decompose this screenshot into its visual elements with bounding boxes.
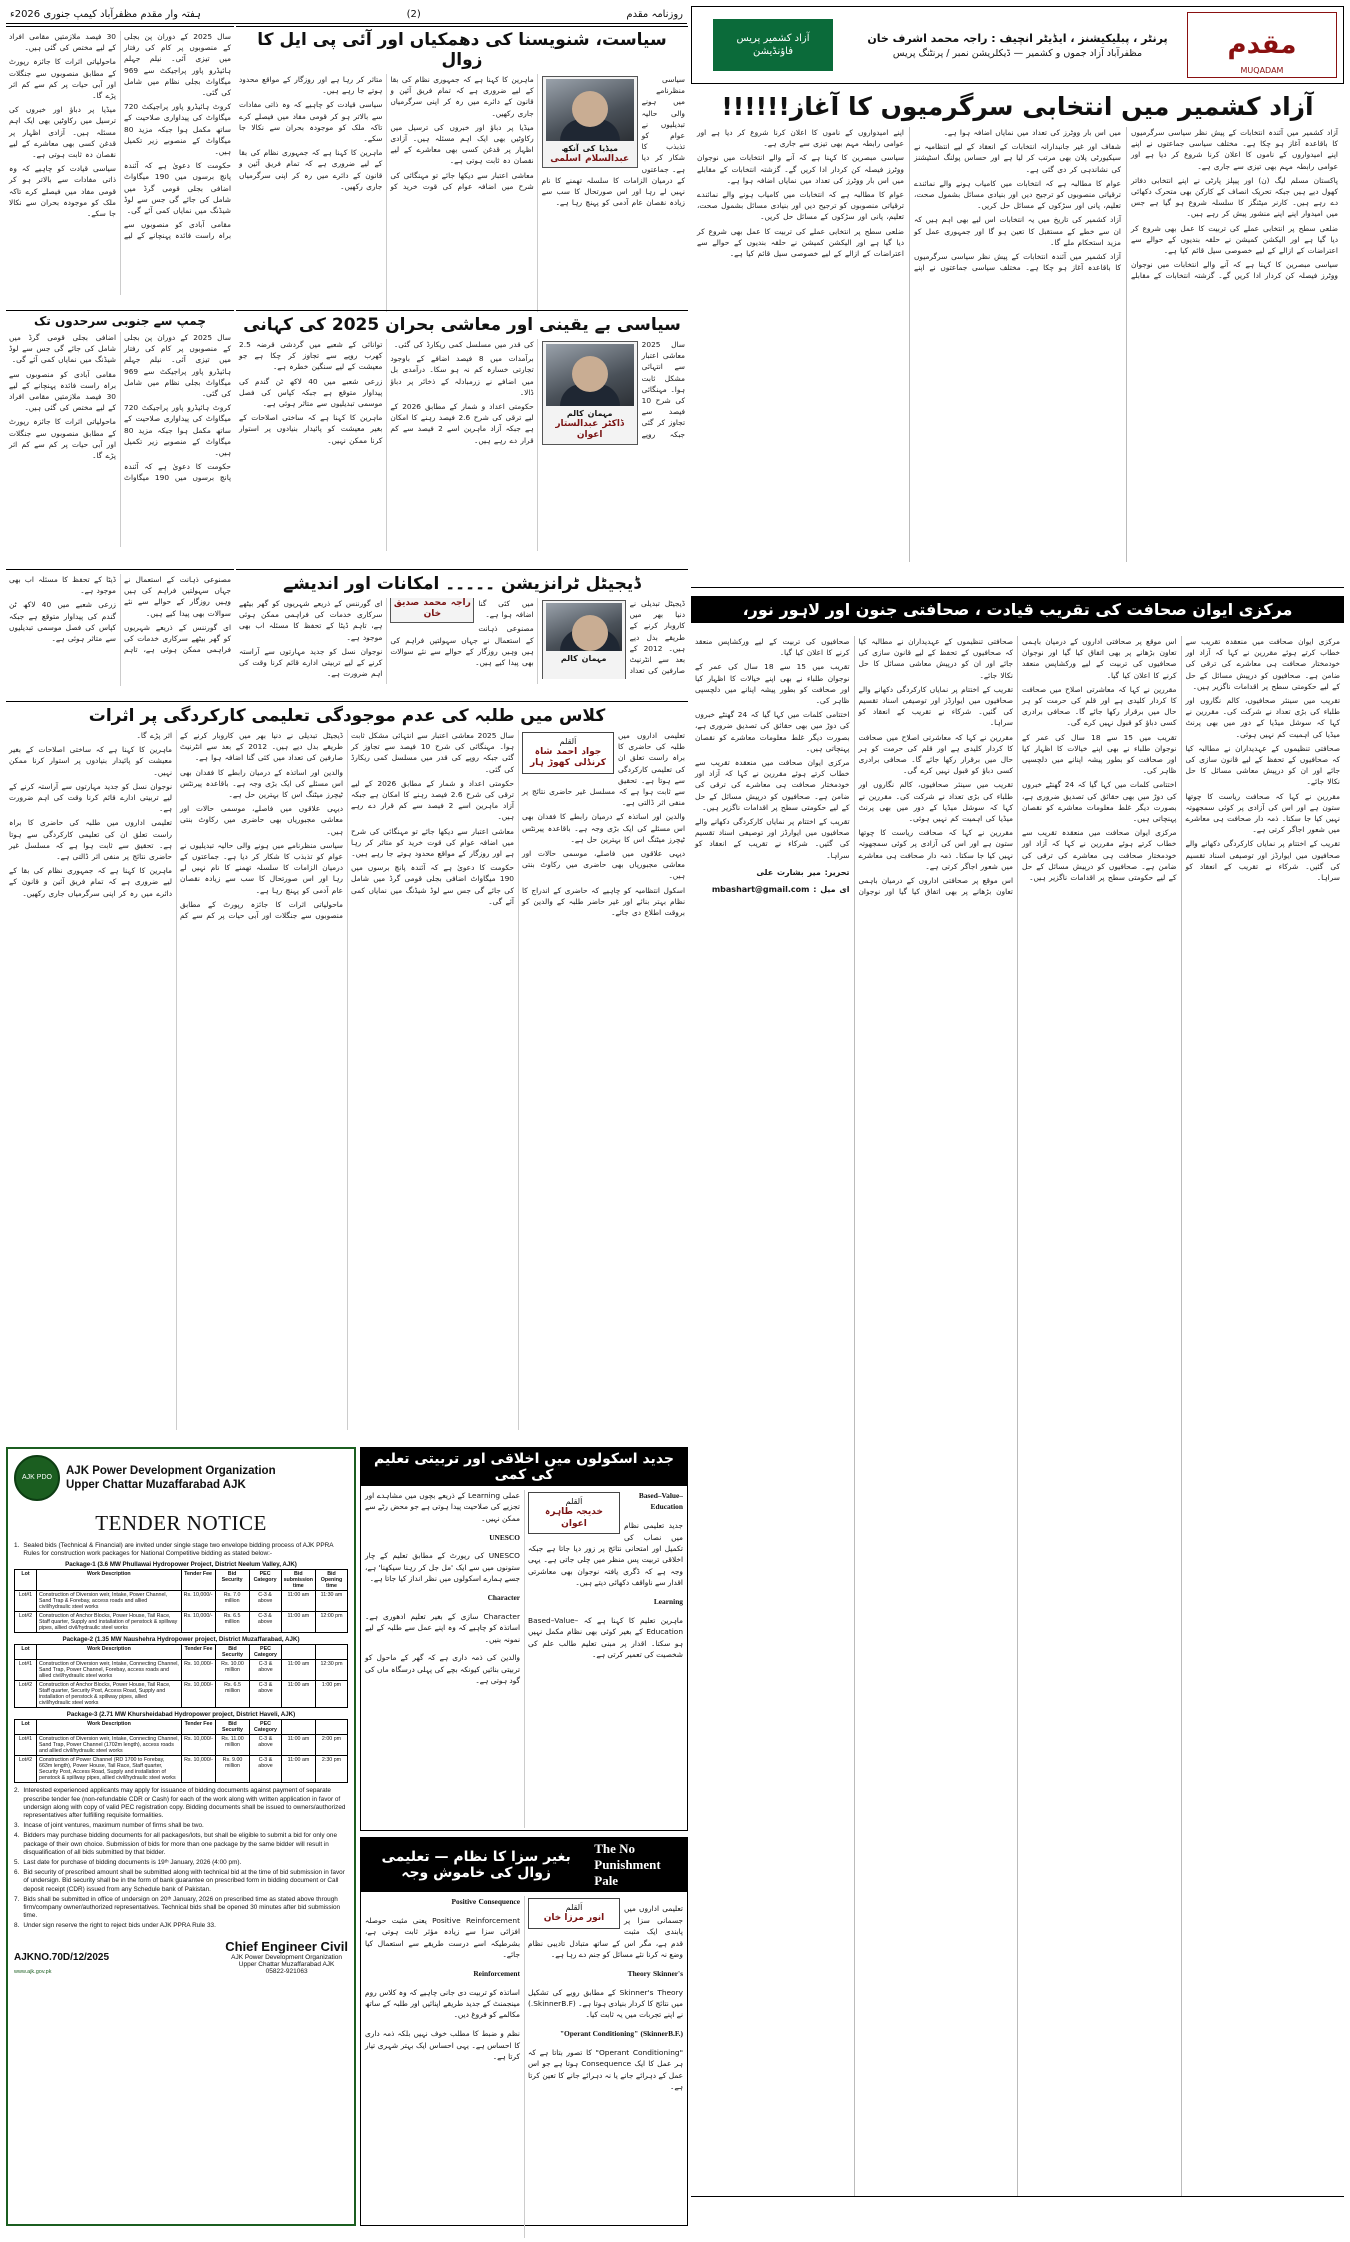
tender-condition: 7. Bids shall be submitted in office of undersign on 20ᵗʰ January, 2026 on prescribed time as stated above through firm/company owner/authorized representatives. Technical bids shall be opened 30 minutes after bid submission time. [14, 1896, 348, 1921]
article-politics [236, 26, 688, 306]
cell-work: Construction of Diversion weir, Intake, Connecting Channel, Sand Trap, Power Channel, Forebay, access roads and allied civil/hydraulic steel works [37, 1660, 182, 1681]
table-row [15, 1735, 348, 1756]
tender-intro: 1. Sealed bids (Technical & Financial) are invited under single stage two envelope bidding process of AJK PPRA Rules for construction work packages for National Competitive bidding as stated below:- [14, 1542, 348, 1558]
moral-highlight: Based–Value–Education [638, 1491, 683, 1512]
lead-para: عوام کا مطالبہ ہے کہ انتخابات میں کامیاب ہونے والے نمائندے ترقیاتی منصوبوں کو ترجیح دیں اور بنیادی مسائل بشمول صحت، تعلیم، پانی اور سڑکوں کے مسائل حل کریں۔ [697, 190, 904, 222]
th-pec: PEC Category [249, 1570, 281, 1591]
moral-para: والدین کی ذمہ داری ہے کہ گھر کے ماحول کو تربیتی بنائیں کیونکہ بچے کی پہلی درسگاہ ماں کی گود ہوتی ہے۔ [365, 1653, 520, 1686]
lead-headline: آزاد کشمیر میں انتخابی سرگرمیوں کا آغاز!!!!!! [721, 92, 1314, 121]
left-misc-column-top [6, 26, 234, 306]
masthead-badge [698, 19, 848, 71]
table-row [15, 1756, 348, 1783]
cell-pec: C-3 & above [250, 1735, 282, 1756]
article-attendance-headline: کلاس میں طلبہ کی عدم موجودگی تعلیمی کارکردگی پر اثرات [88, 706, 606, 726]
lead-para: عوام کا مطالبہ ہے کہ انتخابات میں کامیاب ہونے والے نمائندے ترقیاتی منصوبوں کو ترجیح دیں اور بنیادی مسائل بشمول صحت، تعلیم، پانی اور سڑکوں کے مسائل حل کریں۔ [914, 178, 1121, 211]
author-card [542, 76, 638, 168]
article-para: تعلیمی اداروں میں طلبہ کی حاضری کا براہ راست تعلق ان کی تعلیمی کارکردگی سے ہوتا ہے۔ تحقیق سے ثابت ہوا ہے کہ مسلسل غیر حاضری نتائج پر منفی اثر ڈالتی ہے۔ [9, 818, 172, 862]
misc-para: سال 2025 کے دوران پن بجلی کے منصوبوں پر کام کی رفتار میں تیزی آئی۔ نیلم جہلم ہائیڈرو پاور پراجیکٹ سے 969 میگاواٹ بجلی نظام میں شامل کی گئی۔ [124, 32, 231, 98]
package-1-title: Package-1 (3.6 MW Phullawai Hydropower Project, District Neelum Valley, AJK) [65, 1561, 297, 1569]
tender-intro-text: Sealed bids (Technical & Financial) are invited under single stage two envelope bidding process of AJK PPRA Rules for construction work packages for National Competitive bidding as stated below:- [23, 1542, 334, 1558]
author-column-label: اَلقلم [559, 737, 577, 746]
cell-lot: Lot#2 [15, 1612, 37, 1633]
author-card [528, 1898, 620, 1929]
package-2-table [14, 1644, 348, 1708]
th-open-time: Bid Opening time [316, 1570, 348, 1591]
cell-security: Rs. 6.5 million [216, 1681, 250, 1708]
imprint-line-2: مظفرآباد آزاد جموں و کشمیر — ڈیکلریشن نمبر / پرنٹنگ پریس [892, 47, 1143, 59]
no-punishment-body [361, 1892, 687, 2242]
no-punishment-bar-ur: بغیر سزا کا نظام — تعلیمی زوال کی خاموش وجہ [381, 1849, 571, 1881]
misc-para: مصنوعی ذہانت کے استعمال نے جہاں سہولتیں فراہم کی ہیں وہیں روزگار کے حوالے سے نئے سوالات بھی پیدا کیے ہیں۔ [124, 575, 231, 618]
article-politics-body [236, 74, 688, 312]
author-name: راجہ محمد صدیق خان [393, 598, 471, 620]
article-digital-headline: ڈیجیٹل ٹرانزیشن ۔۔۔۔۔ امکانات اور اندیشے [283, 574, 641, 594]
author-card [522, 732, 614, 774]
article-para: ماہرین کا کہنا ہے کہ جمہوری نظام کی بقا کے لیے ضروری ہے کہ تمام فریق آئین و قانون کے دائرے میں رہ کر اپنی سرگرمیاں جاری رکھیں۔ [9, 866, 172, 898]
th-fee: Tender Fee [181, 1570, 215, 1591]
moral-para: UNESCO کی رپورٹ کے مطابق تعلیم کے چار ستونوں میں سے ایک 'مل جل کر رہنا سیکھنا' ہے، جسے ہمارے اسکولوں میں نظر انداز کیا جاتا ہے۔ [365, 1551, 520, 1584]
press-para: تقریب کے اختتام پر نمایاں کارکردگی دکھانے والے صحافیوں میں ایوارڈز اور توصیفی اسناد تقسیم کی گئیں۔ شرکاء نے تقریب کے انعقاد کو سراہا۔ [695, 817, 850, 860]
article-para: مصنوعی ذہانت کے استعمال نے جہاں سہولتیں فراہم کی ہیں وہیں روزگار کے حوالے سے نئے سوالات بھی پیدا کیے ہیں۔ [390, 624, 534, 668]
press-para: صحافتی تنظیموں کے عہدیداران نے مطالبہ کیا کہ صحافیوں کے تحفظ کے لیے قانون سازی کی جائے اور ان کو درپیش معاشی مسائل کا حل نکالا جائے۔ [858, 637, 1013, 680]
author-column-label: اَلقلم [565, 1903, 583, 1912]
punishment-highlight: Positive [451, 1897, 477, 1906]
punishment-para: Positive Reinforcement یعنی مثبت حوصلہ افزائی سزا سے زیادہ مؤثر ثابت ہوتی ہے، بشرطیکہ اسے درست طریقے سے استعمال کیا جائے۔ [365, 1915, 520, 1960]
article-para: حکومتی اعداد و شمار کے مطابق 2026 کے لیے ترقی کی شرح 2.6 فیصد رہنے کا امکان ہے جبکہ آزاد ماہرین اسے 2 فیصد سے کم قرار دے رہے ہیں۔ [351, 778, 514, 822]
press-para: تقریب میں سینئر صحافیوں، کالم نگاروں اور طلباء کی بڑی تعداد نے شرکت کی۔ مقررین نے کہا کہ سوشل میڈیا کے دور میں بھی پرنٹ میڈیا کی اہمیت کم نہیں ہوئی۔ [858, 780, 1013, 824]
article-para: مقامی آبادی کو منصوبوں سے براہ راست فائدہ پہنچانے کے لیے 30 فیصد ملازمتیں مقامی افراد کے لیے مختص کی گئی ہیں۔ [9, 369, 116, 413]
cell-fee: Rs. 10,000/- [181, 1591, 215, 1612]
tender-conditions [14, 1787, 348, 1930]
th-lot: Lot [15, 1720, 37, 1735]
tender-condition-text: Bids shall be submitted in office of undersign on 20ᵗʰ January, 2026 on prescribed time as stated above through firm/company owner/authorized representatives. Technical bids shall be opened 30 minutes after bid submission time. [23, 1895, 341, 1920]
article-para: حکومت کا دعویٰ ہے کہ آئندہ پانچ برسوں میں 190 میگاواٹ اضافی بجلی قومی گرڈ میں شامل کی جائے گی جس سے لوڈ شیڈنگ میں نمایاں کمی آئے گی۔ [351, 863, 514, 906]
tender-notice [6, 1447, 356, 2226]
article-para: دیہی علاقوں میں فاصلے، موسمی حالات اور معاشی مجبوریاں بھی حاضری میں رکاوٹ بنتی ہیں۔ [522, 849, 685, 881]
press-para: مرکزی ایوان صحافت میں منعقدہ تقریب سے خطاب کرتے ہوئے مقررین نے کہا کہ آزاد اور خودمختار صحافت ہی معاشرے کی ترقی کی ضامن ہے۔ صحافیوں کو درپیش مسائل کے حل کے لیے حکومتی سطح پر اقدامات ناگزیر ہیں۔ [1022, 828, 1177, 883]
cell-sub-time: 11:00 am [282, 1681, 316, 1708]
punishment-highlight: Theory [627, 1968, 651, 1978]
press-para: تقریب کے اختتام پر نمایاں کارکردگی دکھانے والے صحافیوں میں ایوارڈز اور توصیفی اسناد تقسیم کی گئیں۔ شرکاء نے تقریب کے انعقاد کو سراہا۔ [858, 684, 1013, 728]
signatory-org-2: Upper Chattar Muzaffarabad AJK [238, 1960, 335, 1968]
cell-security: Rs. 9.00 million [216, 1756, 250, 1783]
press-para: اس موقع پر صحافتی اداروں کے درمیان باہمی تعاون بڑھانے پر بھی اتفاق کیا گیا اور نوجوان صحافیوں کی تربیت کے لیے ورکشاپس منعقد کرنے کا اعلان کیا گیا۔ [1022, 637, 1177, 680]
tender-condition-text: Last date for purchase of bidding documents is 19ᵗʰ January, 2026 (4:00 pm). [23, 1859, 242, 1867]
cell-work: Construction of Anchor Blocks, Power House, Tail Race, Staff quarter, Supply and installation of penstock & spillway pipes, allied civil/hydraulic steel works [37, 1612, 182, 1633]
cell-open-time: 2:00 pm [316, 1735, 348, 1756]
article-para: دیہی علاقوں میں فاصلے، موسمی حالات اور معاشی مجبوریاں بھی حاضری میں رکاوٹ بنتی ہیں۔ [180, 804, 343, 836]
article-para: نوجوان نسل کو جدید مہارتوں سے آراستہ کرنے کے لیے تربیتی ادارے قائم کرنا وقت کی اہم ضرورت ہے۔ [9, 781, 172, 814]
article-para: کروٹ ہائیڈرو پاور پراجیکٹ 720 میگاواٹ کی پیداواری صلاحیت کے ساتھ مکمل ہوا جبکہ مزید 80 میگاواٹ کے منصوبے زیر تکمیل ہیں۔ [124, 403, 231, 458]
article-energy-body [6, 332, 234, 547]
imprint-line-1: پرنٹر ، پبلیکیشنز ، ایڈیٹر انچیف : راجہ محمد اشرف خان [867, 31, 1168, 45]
article-para: تعلیمی اداروں میں طلبہ کی حاضری کا براہ راست تعلق ان کی تعلیمی کارکردگی سے ہوتا ہے۔ تحقیق سے ثابت ہوا ہے کہ مسلسل غیر حاضری نتائج پر منفی اثر ڈالتی ہے۔ [522, 731, 685, 808]
moral-para: Character سازی کے بغیر تعلیم ادھوری ہے۔ اساتذہ کو چاہیے کہ وہ اپنے عمل سے طلبہ کے لیے نمونہ بنیں۔ [365, 1611, 520, 1644]
misc-para: میڈیا پر دباؤ اور خبروں کی ترسیل میں رکاوٹیں بھی ایک اہم مسئلہ ہیں۔ آزادی اظہار پر قدغن کسی بھی معاشرے کے لیے نقصان دہ ثابت ہوتی ہے۔ [9, 105, 116, 160]
cell-lot: Lot#1 [15, 1660, 37, 1681]
press-para: مقررین نے کہا کہ صحافت ریاست کا چوتھا ستون ہے اور اس کی آزادی پر کوئی سمجھوتہ نہیں کیا جا سکتا۔ ذمہ دار صحافت ہی معاشرے میں شعور اجاگر کرتی ہے۔ [1185, 791, 1340, 835]
moral-para: عملی Learning کے ذریعے بچوں میں مشاہدے اور تجزیے کی صلاحیت پیدا ہوتی ہے جو محض رٹے سے ممکن نہیں۔ [365, 1491, 520, 1523]
masthead-imprint [848, 32, 1187, 59]
cell-pec: C-3 & above [249, 1591, 281, 1612]
misc-para: مقامی آبادی کو منصوبوں سے براہ راست فائدہ پہنچانے کے لیے 30 فیصد ملازمتیں مقامی افراد کے لیے مختص کی گئی ہیں۔ [9, 32, 231, 241]
moral-education-body [361, 1486, 687, 1832]
tender-website-link[interactable]: www.ajk.gov.pk [14, 1968, 52, 1975]
punishment-para: نظم و ضبط کا مطلب خوف نہیں بلکہ ذمہ داری کا احساس ہے۔ یہی احساس ایک بہتر شہری تیار کرتا ہے۔ [365, 2029, 520, 2062]
punishment-para: "Operant Conditioning" کا تصور بتاتا ہے کہ ہر عمل کا ایک Consequence ہوتا ہے جو اس عمل کے دہرائے جانے یا نہ دہرائے جانے کا تعین کرتا ہے۔ [528, 2048, 683, 2092]
th-work: Work Description [37, 1720, 182, 1735]
lead-para: سیاسی مبصرین کا کہنا ہے کہ آنے والے انتخابات میں نوجوان ووٹرز فیصلہ کن کردار ادا کریں گے۔ گزشتہ انتخابات کے مقابلے میں اس بار ووٹرز کی تعداد میں نمایاں اضافہ ہوا ہے۔ [697, 153, 904, 185]
tender-reference-number: AJKNO.70D/12/2025 [14, 1951, 110, 1963]
press-para: مقررین نے کہا کہ صحافت ریاست کا چوتھا ستون ہے اور اس کی آزادی پر کوئی سمجھوتہ نہیں کیا جا سکتا۔ ذمہ دار صحافت ہی معاشرے میں شعور اجاگر کرتی ہے۔ [858, 828, 1013, 871]
no-punishment-bar [361, 1838, 687, 1892]
author-column-label: اَلقلم [565, 1497, 583, 1506]
article-para: توانائی کے شعبے میں گردشی قرضہ 2.5 کھرب روپے سے تجاوز کر چکا ہے جو معیشت کے لیے سنگین خطرہ ہے۔ [239, 340, 383, 372]
punishment-para: Skinner's Theory کے مطابق رویے کی تشکیل میں نتائج کا کردار بنیادی ہوتا ہے۔ (SkinnerB.F.) نے اپنے تجربات میں یہ ثابت کیا۔ [528, 1987, 683, 2020]
cell-fee: Rs. 10,000/- [182, 1660, 216, 1681]
package-3-title: Package-3 (2.71 MW Khursheidabad Hydropower project, District Haveli, AJK) [66, 1711, 296, 1719]
tender-header [14, 1455, 348, 1501]
article-para: میڈیا پر دباؤ اور خبروں کی ترسیل میں رکاوٹیں بھی ایک اہم مسئلہ ہیں۔ آزادی اظہار پر قدغن کسی بھی معاشرے کے لیے نقصان دہ ثابت ہوتی ہے۔ [390, 122, 534, 166]
table-row [15, 1681, 348, 1708]
author-photo [546, 79, 634, 141]
page-number: (2) [406, 9, 421, 20]
table-header-row [15, 1570, 348, 1591]
no-punishment-bar-en: The No Punishment Pale [594, 1841, 661, 1888]
cell-lot: Lot#2 [15, 1681, 37, 1708]
tender-org-line-1: AJK Power Development Organization [66, 1465, 276, 1477]
lead-para: آزاد کشمیر میں آئندہ انتخابات کے پیش نظر سیاسی سرگرمیوں کا باقاعدہ آغاز ہو چکا ہے۔ مختلف سیاسی جماعتوں نے اپنے اپنے امیدواروں کے ناموں کا اعلان کرنا شروع کر دیا ہے اور عوامی رابطہ مہم بھی تیزی سے جاری ہے۔ [1131, 128, 1338, 171]
lead-story [691, 88, 1344, 588]
block-no-punishment [360, 1837, 688, 2226]
tender-condition-text: Incase of joint ventures, maximum number of firms shall be two. [23, 1822, 204, 1830]
author-name: خدیجہ طاہرہ اعوان [545, 1507, 603, 1529]
press-section-body [691, 632, 1344, 2197]
article-energy [6, 310, 234, 565]
block-moral-education [360, 1447, 688, 1831]
tender-condition-text: Interested experienced applicants may apply for issuance of bidding documents against payment of separate prescribe tender fee (non-refundable CDR or Cash) for each of the work along with written application in favor of undersign along with copy of valid PEC registration copy. Bidding documents shall be issued to owners/authorized representatives after fulfilling requisite formalities. [23, 1787, 346, 1820]
cell-pec: C-3 & above [249, 1612, 281, 1633]
ajk-pdo-logo-icon: AJK PDO [14, 1455, 60, 1501]
package-2-title: Package-2 (1.35 MW Naushehra Hydropower project, District Muzaffarabad, AJK) [62, 1636, 300, 1644]
author-name: جواد احمد شاہ کرنڈلی کھوڑ ہار [530, 747, 606, 769]
th-security: Bid Security [215, 1570, 249, 1591]
lead-para: ضلعی سطح پر انتخابی عملے کی تربیت کا عمل بھی شروع کر دیا گیا ہے اور الیکشن کمیشن نے حلقہ بندیوں کے حوالے سے اعتراضات کے ازالے کے لیے خصوصی سیل قائم کیا ہے۔ [1131, 223, 1338, 256]
tender-condition: 6. Bid security of prescribed amount shall be submitted along with technical bid at the time of bid submission in favor of undersign. Bid security shall be in the form of bank guarantee on prescribed form in bidding document or Call deposit receipt (CDR) issued from any Schedule bank of Pakistan. [14, 1869, 348, 1894]
th-sub-time [282, 1645, 316, 1660]
signatory-phone: 05822-921063 [265, 1967, 308, 1975]
cell-pec: C-3 & above [250, 1756, 282, 1783]
article-para: سال 2025 معاشی اعتبار سے انتہائی مشکل ثابت ہوا۔ مہنگائی کی شرح 10 فیصد سے تجاوز کر گئی جبکہ روپے کی قدر میں مسلسل کمی ریکارڈ کی گئی۔ [393, 340, 685, 439]
table-header-row [15, 1645, 348, 1660]
th-security: Bid Security [216, 1645, 250, 1660]
th-security: Bid Security [216, 1720, 250, 1735]
article-economy [236, 310, 688, 565]
cell-fee: Rs. 10,000/- [182, 1681, 216, 1708]
article-para: ماہرین کا کہنا ہے کہ جمہوری نظام کی بقا کے لیے ضروری ہے کہ تمام فریق آئین و قانون کے دائرے میں رہ کر اپنی سرگرمیاں جاری رکھیں۔ [390, 75, 534, 118]
press-para: تقریب میں 15 سے 18 سال کی عمر کے نوجوان طلباء نے بھی اپنے خیالات کا اظہار کیا اور صحافت کو بطور پیشہ اپنانے میں دلچسپی ظاہر کی۔ [1022, 732, 1177, 776]
tender-condition: 5. Last date for purchase of bidding documents is 19ᵗʰ January, 2026 (4:00 pm). [14, 1859, 242, 1867]
misc-para: سیاسی قیادت کو چاہیے کہ وہ ذاتی مفادات سے بالاتر ہو کر قومی مفاد میں فیصلے کرے تاکہ ملک کو موجودہ بحران سے نکالا جا سکے۔ [9, 164, 116, 219]
left-misc-body-mid [6, 570, 234, 690]
punishment-para: اساتذہ کو تربیت دی جانی چاہیے کہ وہ کلاس روم مینجمنٹ کے جدید طریقے اپنائیں اور طلبہ کے ساتھ مکالمے کو فروغ دیں۔ [365, 1987, 520, 2020]
article-para: نوجوان نسل کو جدید مہارتوں سے آراستہ کرنے کے لیے تربیتی ادارے قائم کرنا وقت کی اہم ضرورت ہے۔ [239, 646, 383, 679]
th-work: Work Description [37, 1645, 182, 1660]
article-para: برآمدات میں 8 فیصد اضافے کے باوجود تجارتی خسارہ کم نہ ہو سکا۔ درآمدی بل میں اضافے نے زرمبادلہ کے ذخائر پر دباؤ ڈالا۔ [390, 354, 534, 397]
article-para: ڈیجیٹل تبدیلی نے دنیا بھر میں کاروبار کرنے کے طریقے بدل دیے ہیں۔ 2012 کے بعد سے انٹرنیٹ صارفین کی تعداد میں کئی گنا اضافہ ہوا ہے۔ [478, 599, 685, 676]
package-3-table [14, 1719, 348, 1783]
cell-open-time: 1:00 pm [316, 1681, 348, 1708]
moral-highlight: Learning [653, 1597, 683, 1607]
tender-condition: 2. Interested experienced applicants may apply for issuance of bidding documents against payment of separate prescribe tender fee (non-refundable CDR or Cash) for each of the work along with written application in favor of undersign along with copy of valid PEC registration copy. Bidding documents shall be issued to owners/authorized representatives after fulfilling requisite formalities. [14, 1787, 348, 1820]
th-open-time [316, 1720, 348, 1735]
cell-lot: Lot#1 [15, 1735, 37, 1756]
punishment-highlight: (SkinnerB.F.) [640, 2029, 683, 2039]
th-open-time [316, 1645, 348, 1660]
punishment-para: تعلیمی اداروں میں جسمانی سزا پر پابندی ایک مثبت قدم ہے، مگر اس کے ساتھ متبادل تادیبی نظام وضع نہ کرنا نئے مسائل کو جنم دے رہا ہے۔ [528, 1904, 683, 1960]
cell-sub-time: 11:00 am [281, 1591, 315, 1612]
article-para: حکومتی اعداد و شمار کے مطابق 2026 کے لیے ترقی کی شرح 2.6 فیصد رہنے کا امکان ہے جبکہ آزاد ماہرین اسے 2 فیصد سے کم قرار دے رہے ہیں۔ [390, 402, 534, 445]
misc-para: ماحولیاتی اثرات کا جائزہ رپورٹ کے مطابق منصوبوں سے جنگلات اور آبی حیات پر کم سے کم اثر پڑے گا۔ [9, 57, 116, 101]
cell-open-time: 12:00 pm [316, 1612, 348, 1633]
cell-pec: C-3 & above [250, 1681, 282, 1708]
page-dateline-strip [6, 6, 687, 24]
press-para: اختتامی کلمات میں کہا گیا کہ 24 گھنٹے خبروں کی دوڑ میں بھی حقائق کی تصدیق ضروری ہے، بصورت دیگر غلط معلومات معاشرے کو نقصان پہنچاتی ہیں۔ [1022, 780, 1177, 824]
article-economy-body [236, 339, 688, 551]
tender-condition-text: Bidders may purchase bidding documents for all packages/lots, but shall be eligible to submit a bid for only one package of their own choice. Submission of bids for more than one package by the same bidder will result in disqualification of all bids submitted by that bidder. [23, 1832, 338, 1856]
left-misc-column-mid [6, 569, 234, 697]
cell-security: Rs. 10.00 million [216, 1660, 250, 1681]
press-para: مقررین نے کہا کہ معاشرتی اصلاح میں صحافت کا کردار کلیدی ہے اور قلم کی حرمت کو ہر حال میں برقرار رکھا جائے گا۔ صحافی برادری کسی دباؤ کو قبول نہیں کرے گی۔ [858, 732, 1013, 776]
article-para: ای گورننس کے ذریعے شہریوں کو گھر بیٹھے سرکاری خدمات کی فراہمی ممکن ہوئی ہے، تاہم ڈیٹا کے تحفظ کا مسئلہ اب بھی موجود ہے۔ [239, 599, 383, 642]
cell-security: Rs. 7.0 million [215, 1591, 249, 1612]
th-pec: PEC Category [250, 1720, 282, 1735]
misc-para: زرعی شعبے میں 40 لاکھ ٹن گندم کی پیداوار متوقع ہے جبکہ کپاس کی فصل موسمی تبدیلیوں سے متاثر ہوئی ہے۔ [9, 600, 116, 644]
th-fee: Tender Fee [182, 1720, 216, 1735]
cell-fee: Rs. 10,000/- [182, 1735, 216, 1756]
th-work: Work Description [37, 1570, 182, 1591]
press-para: تقریب میں 15 سے 18 سال کی عمر کے نوجوان طلباء نے بھی اپنے خیالات کا اظہار کیا اور صحافت کو بطور پیشہ اپنانے میں دلچسپی ظاہر کی۔ [695, 662, 850, 706]
article-para: سال 2025 کے دوران پن بجلی کے منصوبوں پر کام کی رفتار میں تیزی آئی۔ نیلم جہلم ہائیڈرو پاور پراجیکٹ سے 969 میگاواٹ بجلی نظام میں شامل کی گئی۔ [124, 333, 231, 399]
cell-work: Construction of Anchor Blocks, Power House, Tail Race, Staff quarter, Security Post, Access Road, Supply and installation of penstock & spillway pipes, allied civil/hydraulic steel works [37, 1681, 182, 1708]
article-digital [236, 569, 688, 697]
cell-work: Construction of Diversion weir, Intake, Power Channel, Sand Trap & Forebay, access roads and allied civil/hydraulic steel works [37, 1591, 182, 1612]
press-section-bar: مرکزی ایوان صحافت کی تقریب قیادت ، صحافتی جنون اور لاہور نور، [691, 596, 1344, 623]
th-pec: PEC Category [250, 1645, 282, 1660]
author-card [528, 1492, 620, 1534]
press-para: صحافتی تنظیموں کے عہدیداران نے مطالبہ کیا کہ صحافیوں کے تحفظ کے لیے قانون سازی کی جائے اور ان کو درپیش معاشی مسائل کا حل نکالا جائے۔ [1185, 743, 1340, 787]
signatory-org-1: AJK Power Development Organization [231, 1953, 343, 1961]
masthead-wordmark: مقدم [1227, 30, 1297, 60]
cell-security: Rs. 11.00 million [216, 1735, 250, 1756]
press-para: اختتامی کلمات میں کہا گیا کہ 24 گھنٹے خبروں کی دوڑ میں بھی حقائق کی تصدیق ضروری ہے، بصورت دیگر غلط معلومات معاشرے کو نقصان پہنچاتی ہیں۔ [695, 710, 850, 753]
cell-pec: C-3 & above [250, 1660, 282, 1681]
lead-para: سیاسی مبصرین کا کہنا ہے کہ آنے والے انتخابات میں نوجوان ووٹرز فیصلہ کن کردار ادا کریں گے۔ گزشتہ انتخابات کے مقابلے میں اس بار ووٹرز کی تعداد میں نمایاں اضافہ ہوا ہے۔ [943, 128, 1338, 281]
lead-body [691, 127, 1344, 562]
lead-para: شفاف اور غیر جانبدارانہ انتخابات کے انعقاد کے لیے انتظامیہ نے سیکیورٹی پلان بھی مرتب کر لیا ہے اور حساس پولنگ اسٹیشنز کی نشاندہی کر دی گئی ہے۔ [914, 142, 1121, 174]
page-date-right: روزنامہ مقدم [626, 9, 683, 20]
cell-security: Rs. 6.5 million [215, 1612, 249, 1633]
cell-lot: Lot#1 [15, 1591, 37, 1612]
author-column-label: میڈیا کی آنکھ [561, 144, 618, 153]
moral-para: جدید تعلیمی نظام میں نصاب کی تکمیل اور امتحانی نتائج پر زور دیا جاتا ہے جبکہ اخلاقی تربیت پس منظر میں چلی جاتی ہے۔ یہی وجہ ہے کہ ڈگری یافتہ نوجوان بھی معاشرتی اقدار سے ناواقف دکھائی دیتے ہیں۔ [528, 1521, 683, 1588]
author-name: عبدالسلام اسلمی [550, 154, 630, 165]
misc-para: کروٹ ہائیڈرو پاور پراجیکٹ 720 میگاواٹ کی پیداواری صلاحیت کے ساتھ مکمل ہوا جبکہ مزید 80 میگاواٹ کے منصوبے زیر تکمیل ہیں۔ [124, 102, 231, 157]
article-para: زرعی شعبے میں 40 لاکھ ٹن گندم کی پیداوار متوقع ہے جبکہ کپاس کی فصل موسمی تبدیلیوں سے متاثر ہوئی ہے۔ [239, 376, 383, 409]
masthead-logo [1187, 12, 1337, 78]
cell-sub-time: 11:00 am [282, 1735, 316, 1756]
press-para: مرکزی ایوان صحافت میں منعقدہ تقریب سے خطاب کرتے ہوئے مقررین نے کہا کہ آزاد اور خودمختار صحافت ہی معاشرے کی ترقی کی ضامن ہے۔ صحافیوں کو درپیش مسائل کے حل کے لیے حکومتی سطح پر اقدامات ناگزیر ہیں۔ [1185, 637, 1340, 691]
tender-condition: 3. Incase of joint ventures, maximum number of firms shall be two. [14, 1822, 204, 1830]
punishment-highlight: Skinner's [653, 1968, 683, 1978]
punishment-highlight: Consequence [478, 1897, 520, 1906]
misc-para: ای گورننس کے ذریعے شہریوں کو گھر بیٹھے سرکاری خدمات کی فراہمی ممکن ہوئی ہے، تاہم ڈیٹا کے تحفظ کا مسئلہ اب بھی موجود ہے۔ [9, 575, 231, 655]
press-para: تقریب میں سینئر صحافیوں، کالم نگاروں اور طلباء کی بڑی تعداد نے شرکت کی۔ مقررین نے کہا کہ سوشل میڈیا کے دور میں بھی پرنٹ میڈیا کی اہمیت کم نہیں ہوئی۔ [1185, 696, 1340, 739]
cell-sub-time: 11:00 am [281, 1612, 315, 1633]
author-photo [546, 603, 622, 651]
author-name: انور مرزا خان [543, 1913, 605, 1924]
punishment-highlight: "Operant Conditioning" [559, 2029, 639, 2039]
cell-work: Construction of Diversion weir, Intake, Connecting Channel, Sand Trap, Power Channel (1702m length), access roads and allied civil/hydraulic steel works [37, 1735, 182, 1756]
lead-para: آزاد کشمیر کی تاریخ میں یہ انتخابات اس لیے بھی اہم ہیں کہ ان سے خطے کے مستقبل کا تعین ہو گا اور جمہوری عمل کو مزید استحکام ملے گا۔ [914, 215, 1121, 247]
press-para: تقریب کے اختتام پر نمایاں کارکردگی دکھانے والے صحافیوں میں ایوارڈز اور توصیفی اسناد تقسیم کی گئیں۔ شرکاء نے تقریب کے انعقاد کو سراہا۔ [1185, 839, 1340, 883]
tender-org-line-2: Upper Chattar Muzaffarabad AJK [66, 1479, 246, 1491]
cell-lot: Lot#2 [15, 1756, 37, 1783]
cell-sub-time: 11:00 am [282, 1660, 316, 1681]
article-para: ماحولیاتی اثرات کا جائزہ رپورٹ کے مطابق منصوبوں سے جنگلات اور آبی حیات پر کم سے کم اثر پڑے گا۔ [136, 731, 343, 921]
cell-sub-time: 11:00 am [282, 1756, 316, 1783]
th-lot: Lot [15, 1645, 37, 1660]
table-row [15, 1660, 348, 1681]
masthead-wordmark-latin: MUQADAM [1240, 66, 1284, 75]
tender-org [66, 1464, 276, 1492]
press-signoff-author: تحریر: میر بشارت علی [756, 867, 850, 877]
punishment-highlight: Reinforcement [473, 1968, 520, 1978]
tender-condition-text: Bid security of prescribed amount shall be submitted along with technical bid at the time of bid submission in favor of undersign. Bid security shall be in the form of bank guarantee on prescribed form in bidding document or Call deposit receipt (CDR) issued from any Schedule bank of Pakistan. [23, 1869, 345, 1893]
table-header-row [15, 1720, 348, 1735]
article-para: حکومت کا دعویٰ ہے کہ آئندہ پانچ برسوں میں 190 میگاواٹ اضافی بجلی قومی گرڈ میں شامل کی جائے گی جس سے لوڈ شیڈنگ میں نمایاں کمی آئے گی۔ [9, 333, 231, 483]
article-para: ڈیجیٹل تبدیلی نے دنیا بھر میں کاروبار کرنے کے طریقے بدل دیے ہیں۔ 2012 کے بعد سے انٹرنیٹ صارفین کی تعداد میں کئی گنا اضافہ ہوا ہے۔ [180, 731, 343, 763]
tender-signatory [225, 1939, 348, 1975]
author-photo [546, 344, 634, 406]
article-energy-headline: چمپ سے جنوبی سرحدوں تک [34, 314, 206, 328]
th-lot: Lot [15, 1570, 37, 1591]
article-para: ماہرین کا کہنا ہے کہ ساختی اصلاحات کے بغیر معیشت کو پائیدار بنیادوں پر استوار کرنا ممکن نہیں۔ [239, 413, 383, 445]
article-para: معاشی اعتبار سے دیکھا جائے تو مہنگائی کی شرح میں اضافہ عوام کی قوت خرید کو متاثر کر رہا ہے اور روزگار کے مواقع محدود ہوتے جا رہے ہیں۔ [239, 75, 534, 191]
press-foundation-badge: آزاد کشمیر پریس فاؤنڈیشن [713, 19, 833, 71]
tender-ref-block [14, 1952, 109, 1975]
press-para: مرکزی ایوان صحافت میں منعقدہ تقریب سے خطاب کرتے ہوئے مقررین نے کہا کہ آزاد اور خودمختار صحافت ہی معاشرے کی ترقی کی ضامن ہے۔ صحافیوں کو درپیش مسائل کے حل کے لیے حکومتی سطح پر اقدامات ناگزیر ہیں۔ [695, 758, 850, 812]
author-column-label: مہمان کالم [566, 409, 613, 418]
author-name: ڈاکٹر عبدالستار اعوان [555, 419, 624, 441]
cell-open-time: 12:30 pm [316, 1660, 348, 1681]
tender-title: TENDER NOTICE [95, 1511, 267, 1535]
lead-para: پاکستان مسلم لیگ (ن) اور پیپلز پارٹی نے اپنے انتخابی دفاتر کھول دیے ہیں جبکہ تحریک انصاف کے کارکن بھی متحرک دکھائی دے رہے ہیں۔ کارنر میٹنگز کا سلسلہ شروع ہو گیا ہے جس میں امیدوار اپنے اپنے منشور پیش کر رہے ہیں۔ [1131, 175, 1338, 219]
press-para: اس موقع پر صحافتی اداروں کے درمیان باہمی تعاون بڑھانے پر بھی اتفاق کیا گیا اور نوجوان صحافیوں کی تربیت کے لیے ورکشاپس منعقد کرنے کا اعلان کیا گیا۔ [695, 637, 1013, 897]
article-para: سیاسی منظرنامے میں ہونے والی حالیہ تبدیلیوں نے عوام کو تذبذب کا شکار کر دیا ہے۔ جماعتوں کے درمیان الزامات کا سلسلہ تھمنے کا نام نہیں لے رہا اور اس صورتحال کا سب سے زیادہ نقصان عام آدمی کو پہنچ رہا ہے۔ [180, 840, 343, 895]
author-column-label: مہمان کالم [560, 654, 607, 663]
article-attendance-body [6, 730, 688, 1430]
tender-condition: 8. Under sign reserve the right to reject bids under AJK PPRA Rule 33. [14, 1922, 216, 1930]
masthead [691, 6, 1344, 84]
article-attendance [6, 701, 688, 1443]
article-para: سیاسی منظرنامے میں ہونے والی حالیہ تبدیلیوں نے عوام کو تذبذب کا شکار کر دیا ہے۔ جماعتوں کے درمیان الزامات کا سلسلہ تھمنے کا نام نہیں لے رہا اور اس صورتحال کا سب سے زیادہ نقصان عام آدمی کو پہنچ رہا ہے۔ [541, 75, 685, 208]
th-fee: Tender Fee [182, 1645, 216, 1660]
article-economy-headline: سیاسی بے یقینی اور معاشی بحران 2025 کی کہانی [243, 315, 681, 335]
tender-condition: 4. Bidders may purchase bidding documents for all packages/lots, but shall be eligible to submit a bid for only one package of their own choice. Submission of bids for more than one package by the same bidder will result in disqualification of all bids submitted by that bidder. [14, 1832, 348, 1857]
package-1-table [14, 1569, 348, 1633]
lead-para: آزاد کشمیر میں آئندہ انتخابات کے پیش نظر سیاسی سرگرمیوں کا باقاعدہ آغاز ہو چکا ہے۔ مختلف سیاسی جماعتوں نے اپنے اپنے امیدواروں کے ناموں کا اعلان کرنا شروع کر دیا ہے اور عوامی رابطہ مہم بھی تیزی سے جاری ہے۔ [697, 128, 1121, 273]
th-sub-time: Bid submission time [281, 1570, 315, 1591]
lead-para: ضلعی سطح پر انتخابی عملے کی تربیت کا عمل بھی شروع کر دیا گیا ہے اور الیکشن کمیشن نے حلقہ بندیوں کے حوالے سے اعتراضات کے ازالے کے لیے خصوصی سیل قائم کیا ہے۔ [697, 226, 904, 259]
article-para: والدین اور اساتذہ کے درمیان رابطے کا فقدان بھی اس مسئلے کی ایک بڑی وجہ ہے۔ باقاعدہ پیرنٹس ٹیچرز میٹنگ اس کا بہترین حل ہے۔ [180, 767, 343, 800]
table-row [15, 1612, 348, 1633]
article-politics-headline: سیاست، شنویسنا کی دھمکیاں اور آئی پی ایل کا زوال [257, 30, 667, 70]
author-card [542, 341, 638, 445]
cell-work: Construction of Power Channel (RD 1700 to Forebay, 663m length), Power House, Tail Race, Staff quarter, Security Post, Access Road, Supply and installation of penstock & spillway pipes, allied civil/hydraulic steel works [37, 1756, 182, 1783]
press-signoff-email: ای میل : mbashart@gmail.com [711, 885, 850, 895]
table-row [15, 1591, 348, 1612]
moral-highlight: UNESCO [489, 1532, 520, 1542]
article-para: ماہرین کا کہنا ہے کہ جمہوری نظام کی بقا کے لیے ضروری ہے کہ تمام فریق آئین و قانون کے دائرے میں رہ کر اپنی سرگرمیاں جاری رکھیں۔ [239, 148, 383, 191]
cell-fee: Rs. 10,000/- [181, 1612, 215, 1633]
page-date-left: ہفتہ وار مقدم مظفرآباد کیمپ جنوری 2026ء [10, 9, 201, 20]
th-sub-time [282, 1720, 316, 1735]
article-para: والدین اور اساتذہ کے درمیان رابطے کا فقدان بھی اس مسئلے کی ایک بڑی وجہ ہے۔ باقاعدہ پیرنٹس ٹیچرز میٹنگ اس کا بہترین حل ہے۔ [522, 812, 685, 844]
tender-footer [14, 1939, 348, 1975]
article-para: ماہرین کا کہنا ہے کہ ساختی اصلاحات کے بغیر معیشت کو پائیدار بنیادوں پر استوار کرنا ممکن نہیں۔ [9, 745, 172, 777]
article-para: معاشی اعتبار سے دیکھا جائے تو مہنگائی کی شرح میں اضافہ عوام کی قوت خرید کو متاثر کر رہا ہے اور روزگار کے مواقع محدود ہوتے جا رہے ہیں۔ [351, 826, 514, 859]
left-misc-body-top [6, 27, 234, 299]
press-para: مقررین نے کہا کہ معاشرتی اصلاح میں صحافت کا کردار کلیدی ہے اور قلم کی حرمت کو ہر حال میں برقرار رکھا جائے گا۔ صحافی برادری کسی دباؤ کو قبول نہیں کرے گی۔ [1022, 684, 1177, 728]
article-para: اسکول انتظامیہ کو چاہیے کہ حاضری کے اندراج کا نظام بہتر بنائے اور غیر حاضر طلبہ کے والدین کو بروقت اطلاع دی جائے۔ [522, 885, 685, 918]
article-para: ماحولیاتی اثرات کا جائزہ رپورٹ کے مطابق منصوبوں سے جنگلات اور آبی حیات پر کم سے کم اثر پڑے گا۔ [9, 417, 116, 461]
cell-fee: Rs. 10,000/- [182, 1756, 216, 1783]
cell-open-time: 2:30 pm [316, 1756, 348, 1783]
moral-education-bar: جدید اسکولوں میں اخلاقی اور تربیتی تعلیم کی کمی [361, 1448, 687, 1486]
article-digital-body [236, 598, 688, 684]
tender-condition-text: Under sign reserve the right to reject bids under AJK PPRA Rule 33. [23, 1922, 216, 1930]
cell-open-time: 11:30 am [316, 1591, 348, 1612]
moral-para: ماہرین تعلیم کا کہنا ہے کہ Based–Value–Education کے بغیر کوئی بھی نظام مکمل نہیں ہو سکتا۔ اقدار پر مبنی تعلیم طالب علم کی شخصیت کی تعمیر کرتی ہے۔ [528, 1615, 683, 1660]
moral-highlight: Character [487, 1593, 520, 1603]
signatory-title: Chief Engineer Civil [225, 1938, 348, 1954]
article-para: سیاسی قیادت کو چاہیے کہ وہ ذاتی مفادات سے بالاتر ہو کر قومی مفاد میں فیصلے کرے تاکہ ملک کو موجودہ بحران سے نکالا جا سکے۔ [239, 100, 383, 144]
misc-para: حکومت کا دعویٰ ہے کہ آئندہ پانچ برسوں میں 190 میگاواٹ اضافی بجلی قومی گرڈ میں شامل کی جائے گی جس سے لوڈ شیڈنگ میں نمایاں کمی آئے گی۔ [124, 161, 231, 216]
article-para: سال 2025 معاشی اعتبار سے انتہائی مشکل ثابت ہوا۔ مہنگائی کی شرح 10 فیصد سے تجاوز کر گئی جبکہ روپے کی قدر میں مسلسل کمی ریکارڈ کی گئی۔ [351, 731, 514, 774]
